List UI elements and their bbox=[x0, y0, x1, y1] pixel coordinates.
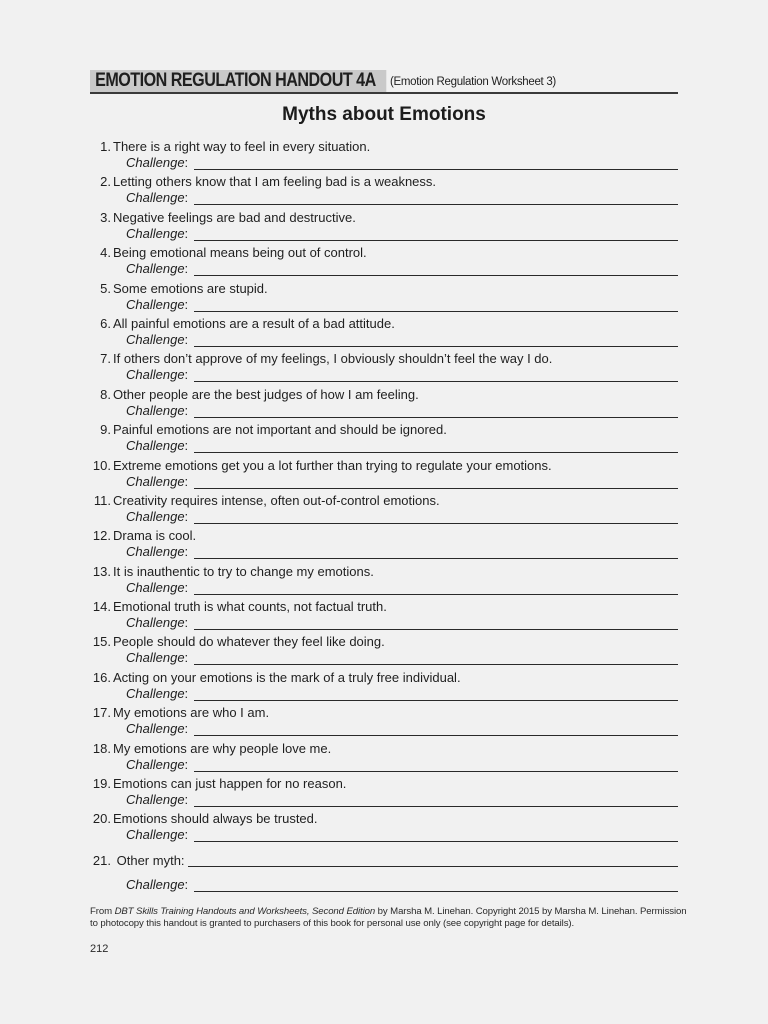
item-number: 3. bbox=[100, 209, 111, 225]
item-number: 10. bbox=[92, 457, 111, 473]
myth-text: My emotions are who I am. bbox=[113, 705, 270, 721]
myth-text: Emotional truth is what counts, not factual truth. bbox=[113, 599, 387, 615]
myth-item bbox=[90, 209, 678, 244]
challenge-field[interactable] bbox=[194, 204, 678, 205]
myth-text: All painful emotions are a result of a bad attitude. bbox=[113, 315, 395, 331]
challenge-field[interactable] bbox=[194, 594, 678, 595]
challenge-row bbox=[126, 791, 678, 809]
challenge-field[interactable] bbox=[194, 841, 678, 842]
myth-item bbox=[90, 280, 678, 315]
challenge-label: Challenge: bbox=[126, 155, 189, 170]
myth-text: Emotions can just happen for no reason. bbox=[113, 776, 347, 792]
other-myth-text: Other myth: bbox=[116, 852, 185, 868]
challenge-label: Challenge: bbox=[126, 367, 189, 383]
handout-header bbox=[90, 68, 678, 94]
challenge-row bbox=[126, 614, 678, 632]
challenge-label: Challenge: bbox=[126, 190, 189, 206]
challenge-label: Challenge: bbox=[126, 792, 189, 808]
myth-text: Acting on your emotions is the mark of a truly free individual. bbox=[113, 669, 461, 685]
myth-item bbox=[90, 492, 678, 527]
item-number: 4. bbox=[100, 245, 111, 261]
item-number: 13. bbox=[92, 563, 111, 579]
item-number: 12. bbox=[92, 528, 111, 544]
myth-text: If others don’t approve of my feelings, I obviously shouldn’t feel the way I do. bbox=[113, 351, 553, 367]
myth-item bbox=[90, 527, 678, 562]
page-number: 212 bbox=[90, 943, 109, 955]
challenge-label: Challenge: bbox=[126, 579, 189, 595]
challenge-label: Challenge: bbox=[126, 508, 189, 524]
book-title: DBT Skills Training Handouts and Worksheets, Second Edition bbox=[114, 906, 376, 917]
challenge-field[interactable] bbox=[194, 417, 678, 418]
challenge-row bbox=[126, 876, 678, 894]
challenge-label: Challenge: bbox=[126, 296, 189, 312]
item-number: 1. bbox=[100, 139, 111, 154]
myth-item bbox=[90, 138, 678, 173]
myth-text: Negative feelings are bad and destructive. bbox=[113, 209, 356, 225]
challenge-label: Challenge: bbox=[126, 685, 189, 701]
challenge-row bbox=[126, 649, 678, 667]
myth-text: Being emotional means being out of control. bbox=[113, 245, 367, 261]
myth-text: Letting others know that I am feeling bad is a weakness. bbox=[113, 174, 437, 190]
myth-item bbox=[90, 563, 678, 598]
challenge-field[interactable] bbox=[194, 700, 678, 701]
myth-list bbox=[90, 138, 678, 904]
handout-title: EMOTION REGULATION HANDOUT 4A bbox=[90, 70, 386, 92]
challenge-row bbox=[126, 720, 678, 738]
item-number: 16. bbox=[92, 669, 111, 685]
challenge-row bbox=[126, 473, 678, 491]
page-title: Myths about Emotions bbox=[282, 104, 486, 125]
item-number: 18. bbox=[92, 740, 111, 756]
myth-item bbox=[90, 598, 678, 633]
challenge-field[interactable] bbox=[194, 381, 678, 382]
myth-text: Painful emotions are not important and should be ignored. bbox=[113, 422, 447, 438]
myth-item bbox=[90, 350, 678, 385]
myth-text: Emotions should always be trusted. bbox=[113, 811, 318, 827]
item-number: 14. bbox=[92, 599, 111, 615]
challenge-row bbox=[126, 579, 678, 597]
item-number: 20. bbox=[92, 811, 111, 827]
other-myth-field[interactable] bbox=[188, 866, 678, 867]
challenge-label: Challenge: bbox=[126, 544, 189, 560]
challenge-label: Challenge: bbox=[126, 756, 189, 772]
myth-text: Drama is cool. bbox=[113, 528, 197, 544]
header-rule bbox=[90, 92, 678, 94]
challenge-row bbox=[126, 225, 678, 243]
challenge-label: Challenge: bbox=[126, 615, 189, 631]
challenge-label: Challenge: bbox=[126, 438, 189, 454]
challenge-label: Challenge: bbox=[126, 402, 189, 418]
myth-item bbox=[90, 810, 678, 845]
challenge-field[interactable] bbox=[194, 629, 678, 630]
myth-item bbox=[90, 775, 678, 810]
item-number: 7. bbox=[100, 351, 111, 367]
challenge-label: Challenge: bbox=[126, 261, 189, 277]
myth-text: Some emotions are stupid. bbox=[113, 280, 268, 296]
other-myth-item bbox=[90, 852, 678, 904]
item-number: 17. bbox=[92, 705, 111, 721]
myth-item bbox=[90, 633, 678, 668]
myth-item bbox=[90, 669, 678, 704]
item-number: 2. bbox=[100, 174, 111, 190]
myth-item bbox=[90, 244, 678, 279]
challenge-row bbox=[126, 260, 678, 278]
challenge-row bbox=[126, 543, 678, 561]
challenge-field[interactable] bbox=[194, 311, 678, 312]
challenge-row bbox=[126, 366, 678, 384]
challenge-field[interactable] bbox=[194, 735, 678, 736]
myth-item bbox=[90, 457, 678, 492]
challenge-row bbox=[126, 296, 678, 314]
challenge-label: Challenge: bbox=[126, 827, 189, 843]
challenge-row bbox=[126, 189, 678, 207]
item-number: 15. bbox=[92, 634, 111, 650]
challenge-row bbox=[126, 508, 678, 526]
challenge-field[interactable] bbox=[194, 806, 678, 807]
challenge-label: Challenge: bbox=[126, 225, 189, 241]
challenge-field[interactable] bbox=[194, 169, 678, 170]
challenge-field[interactable] bbox=[194, 523, 678, 524]
other-myth-label bbox=[90, 852, 185, 870]
item-number: 19. bbox=[92, 776, 111, 792]
myth-item bbox=[90, 386, 678, 421]
challenge-row bbox=[126, 437, 678, 455]
challenge-field[interactable] bbox=[194, 891, 678, 892]
myth-text: Creativity requires intense, often out-of-control emotions. bbox=[113, 492, 440, 508]
challenge-label: Challenge: bbox=[126, 473, 189, 489]
challenge-label: Challenge: bbox=[126, 331, 189, 347]
item-number: 6. bbox=[100, 315, 111, 331]
item-number: 8. bbox=[100, 386, 111, 402]
challenge-field[interactable] bbox=[194, 771, 678, 772]
item-number: 21. bbox=[92, 852, 111, 868]
challenge-field[interactable] bbox=[194, 346, 678, 347]
challenge-label: Challenge: bbox=[126, 876, 189, 892]
myth-text: People should do whatever they feel like doing. bbox=[113, 634, 385, 650]
challenge-row bbox=[126, 685, 678, 703]
myth-item bbox=[90, 173, 678, 208]
challenge-label: Challenge: bbox=[126, 650, 189, 666]
myth-text: There is a right way to feel in every situation. bbox=[113, 139, 371, 154]
copyright-footer: From DBT Skills Training Handouts and Worksheets, Second Edition by Marsha M. Linehan. Copyright 2015 by Marsha M. Linehan. Permission to photocopy this handout is granted to purchasers of this book for personal use only (see copyright page for details). bbox=[90, 906, 687, 929]
challenge-row bbox=[126, 826, 678, 844]
challenge-field[interactable] bbox=[194, 558, 678, 559]
myth-item bbox=[90, 315, 678, 350]
myth-text: Extreme emotions get you a lot further than trying to regulate your emotions. bbox=[113, 457, 552, 473]
challenge-field[interactable] bbox=[194, 452, 678, 453]
challenge-row bbox=[126, 756, 678, 774]
challenge-field[interactable] bbox=[194, 275, 678, 276]
challenge-row bbox=[126, 331, 678, 349]
myth-text: My emotions are why people love me. bbox=[113, 740, 332, 756]
item-number: 11. bbox=[93, 492, 111, 508]
challenge-field[interactable] bbox=[194, 488, 678, 489]
myth-item bbox=[90, 740, 678, 775]
challenge-row bbox=[126, 154, 678, 172]
challenge-field[interactable] bbox=[194, 664, 678, 665]
handout-subtitle: (Emotion Regulation Worksheet 3) bbox=[390, 76, 556, 88]
item-number: 5. bbox=[100, 280, 111, 296]
myth-text: It is inauthentic to try to change my emotions. bbox=[113, 563, 374, 579]
item-number: 9. bbox=[100, 422, 111, 438]
challenge-label: Challenge: bbox=[126, 721, 189, 737]
challenge-field[interactable] bbox=[194, 240, 678, 241]
myth-text: Other people are the best judges of how I am feeling. bbox=[113, 386, 419, 402]
myth-item bbox=[90, 421, 678, 456]
myth-item bbox=[90, 704, 678, 739]
challenge-row bbox=[126, 402, 678, 420]
